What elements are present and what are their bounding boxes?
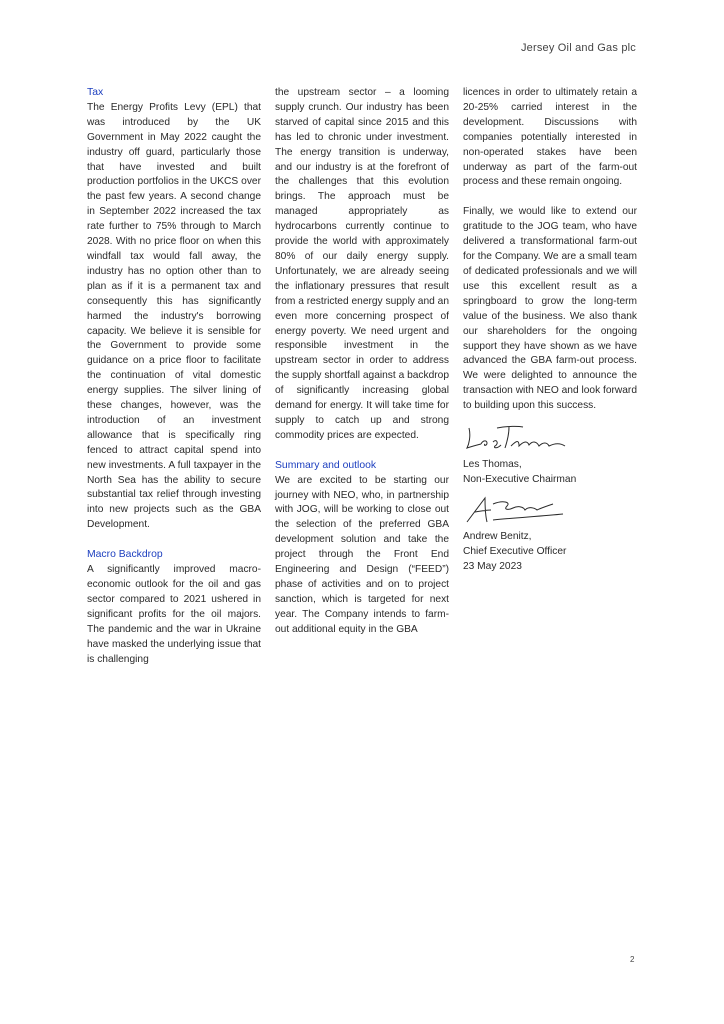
signatory-1-name: Les Thomas, <box>463 459 522 471</box>
column-2 <box>275 86 449 638</box>
summary-body-part1: We are excited to be starting our journey with NEO, who, in partnership with JOG, will be working to close out the selection of the preferred GBA development solution and take the project through the Front End Engineering and Design (“FEED”) phase of activities and on to project sanction, which is targeted for next year. The Company intends to farm-out additional equity in the GBA <box>275 474 449 635</box>
les-thomas-signature <box>463 418 573 456</box>
summary-heading: Summary and outlook <box>275 459 377 471</box>
column-3 <box>463 86 637 575</box>
signatory-1-title: Non-Executive Chairman <box>463 473 577 485</box>
macro-body-part2: the upstream sector – a looming supply crunch. Our industry has been starved of capital since 2015 and this has led to chronic under investment. The energy transition is underway, and our industry is at the forefront of the challenges that this evolution brings. The approach must be managed appropriately as hydrocarbons currently continue to provide the world with approximately 80% of our daily energy supply. Unfortunately, we are already seeing the inflationary pressures that result from a restricted energy supply and an even more concerning prospect of energy poverty. We need urgent and responsible investment in the upstream sector in order to address the supply shortfall against a backdrop of significantly increasing global demand for energy. It will take time for supply to catch up and strong commodity prices are expected. <box>275 87 449 441</box>
signatory-2-date: 23 May 2023 <box>463 560 522 572</box>
column-1 <box>87 86 261 667</box>
summary-body-part2: licences in order to ultimately retain a 20-25% carried interest in the development. Discussions with companies potentially interested in non-operated stakes have been underway as part of the farm-out process and these remain ongoing. <box>463 87 637 188</box>
page-number: 2 <box>630 955 635 964</box>
tax-body: The Energy Profits Levy (EPL) that was introduced by the UK Government in May 2022 caught the industry off guard, particularly those that have invested and built production portfolios in the UKCS over the past few years. A second change in September 2022 increased the tax rate further to 75% through to March 2028. With no price floor on when this windfall tax would fall away, the industry has no option other than to plan as if it is a permanent tax and consequently this has significantly harmed the industry's borrowing capacity. We believe it is sensible for the Government to provide some guidance on a price floor to facilitate the continuation of vital domestic energy supplies. The silver lining of these changes, however, was the introduction of an investment allowance that is specifically ring fenced to attract capital spend into new investments. A full taxpayer in the North Sea has the ability to secure substantial tax relief through investing into new projects such as the GBA Development. <box>87 101 261 531</box>
macro-heading: Macro Backdrop <box>87 549 163 561</box>
tax-heading: Tax <box>87 87 104 98</box>
andrew-benitz-signature <box>463 492 573 528</box>
company-header: Jersey Oil and Gas plc <box>520 42 636 54</box>
closing-paragraph: Finally, we would like to extend our gratitude to the JOG team, who have delivered a transformational farm-out for the Company. We are a small team of dedicated professionals and we will use this excellent result as a springboard to grow the long-term value of the business. We also thank our shareholders for the ongoing support they have shown as we have advanced the GBA farm-out process. We were delighted to announce the transaction with NEO and look forward to building upon this success. <box>463 206 637 412</box>
signatory-2-name: Andrew Benitz, <box>463 530 532 542</box>
signatory-2-title: Chief Executive Officer <box>463 545 567 557</box>
macro-body-part1: A significantly improved macro-economic outlook for the oil and gas sector compared to 2021 ushered in significant profits for the oil majors. The pandemic and the war in Ukraine have masked the underlying issue that is challenging <box>87 564 261 665</box>
